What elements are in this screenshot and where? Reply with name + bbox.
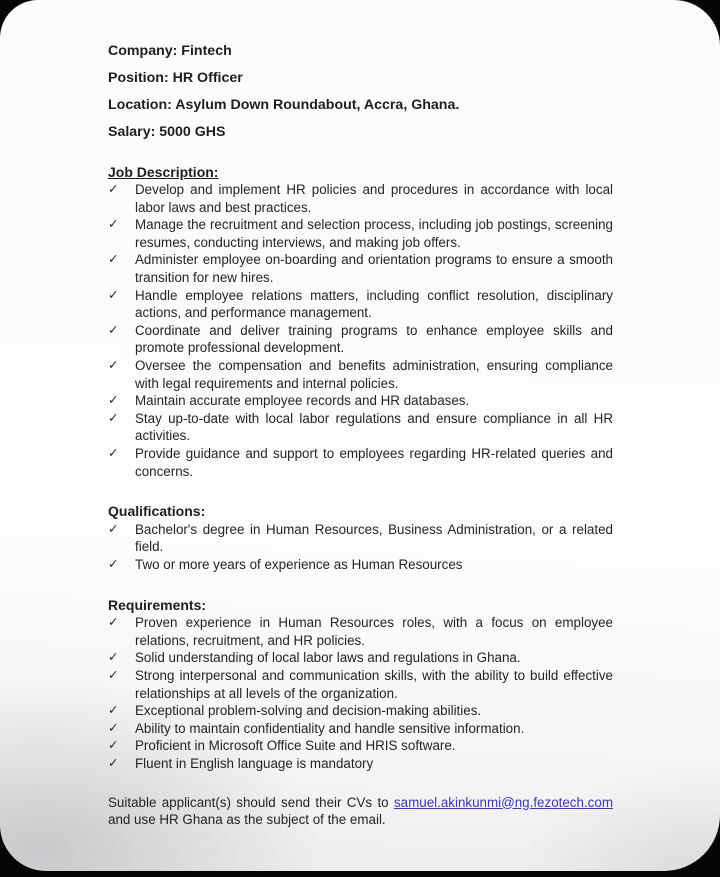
checklist-item (108, 445, 613, 480)
sections-container (108, 164, 613, 773)
checkmark-icon: ✓ (108, 556, 119, 571)
checklist-item (108, 720, 613, 738)
checklist-item (108, 649, 613, 667)
checkmark-icon: ✓ (108, 446, 119, 460)
checklist-item (108, 667, 613, 702)
checkmark-icon: ✓ (108, 252, 119, 267)
item-text: Ability to maintain confidentiality and handle sensitive information. (135, 720, 525, 736)
item-text: Manage the recruitment and selection process, including job postings, screening resumes, conducting interviews, and making job offers. (135, 217, 613, 250)
checkmark-icon: ✓ (108, 358, 119, 373)
email-link[interactable]: samuel.akinkunmi@ng.fezotech.com (393, 794, 613, 810)
item-text: Stay up-to-date with local labor regulations and ensure compliance in all HR activities. (135, 410, 613, 444)
checklist-item (108, 216, 613, 251)
checkmark-icon: ✓ (108, 615, 119, 630)
item-text: Provide guidance and support to employees regarding HR-related queries and concerns. (135, 446, 613, 479)
checkmark-icon: ✓ (108, 738, 119, 753)
header-field-position: Position: HR Officer (108, 70, 243, 86)
checklist-item (108, 392, 613, 410)
checkmark-icon: ✓ (108, 755, 119, 770)
section-qualifications (108, 503, 613, 573)
section-job-description (108, 164, 613, 481)
application-instructions (108, 794, 613, 829)
checkmark-icon: ✓ (108, 287, 119, 302)
item-text: Two or more years of experience as Human Resources (135, 556, 463, 572)
checkmark-icon: ✓ (108, 521, 119, 536)
item-text: Proven experience in Human Resources roles, with a focus on employee relations, recruitment, and HR policies. (135, 615, 613, 648)
item-text: Strong interpersonal and communication skills, with the ability to build effective relationships at all levels of the organization. (135, 667, 613, 701)
footer-text-after: and use HR Ghana as the subject of the email. (108, 812, 386, 828)
item-text: Handle employee relations matters, including conflict resolution, disciplinary actions, and performance management. (135, 287, 613, 321)
header-field-salary: Salary: 5000 GHS (108, 124, 226, 140)
item-text: Exceptional problem-solving and decision-making abilities. (135, 703, 482, 719)
checkmark-icon: ✓ (108, 720, 119, 735)
item-text: Fluent in English language is mandatory (135, 755, 374, 771)
checkmark-icon: ✓ (108, 667, 119, 682)
item-text: Develop and implement HR policies and procedures in accordance with local labor laws and best practices. (135, 182, 613, 215)
checklist-item (108, 755, 613, 773)
header-field-company: Company: Fintech (108, 43, 232, 59)
checklist-item (108, 181, 613, 216)
checklist-item (108, 357, 613, 392)
item-text: Proficient in Microsoft Office Suite and HRIS software. (135, 738, 456, 754)
document-content (108, 44, 613, 829)
item-text: Solid understanding of local labor laws and regulations in Ghana. (135, 650, 521, 666)
item-text: Maintain accurate employee records and HR databases. (135, 393, 470, 409)
section-title-requirements: Requirements: (108, 596, 207, 613)
checkmark-icon: ✓ (108, 393, 119, 408)
item-text: Bachelor's degree in Human Resources, Business Administration, or a related field. (135, 521, 613, 555)
checkmark-icon: ✓ (108, 322, 119, 337)
checklist-item (108, 737, 613, 755)
checklist-item (108, 287, 613, 322)
section-title-qualifications: Qualifications: (108, 503, 206, 520)
checklist-item (108, 322, 613, 357)
checklist-item (108, 521, 613, 556)
job-header (108, 44, 613, 141)
checklist-item (108, 556, 613, 574)
header-field-location: Location: Asylum Down Roundabout, Accra, Ghana. (108, 97, 460, 113)
checkmark-icon: ✓ (108, 703, 119, 718)
section-requirements (108, 597, 613, 773)
checkmark-icon: ✓ (108, 410, 119, 425)
checkmark-icon: ✓ (108, 650, 119, 665)
item-text: Administer employee on-boarding and orientation programs to ensure a smooth transition for new hires. (135, 252, 613, 286)
item-text: Coordinate and deliver training programs to enhance employee skills and promote professional development. (135, 322, 613, 356)
section-title-job-description: Job Description: (108, 163, 219, 180)
checkmark-icon: ✓ (108, 182, 119, 197)
checklist-item (108, 251, 613, 286)
item-text: Oversee the compensation and benefits administration, ensuring compliance with legal requirements and internal policies. (135, 358, 613, 391)
checklist-item (108, 614, 613, 649)
checklist-item (108, 702, 613, 720)
footer-text-before: Suitable applicant(s) should send their CVs to (108, 794, 389, 810)
checklist-item (108, 410, 613, 445)
checkmark-icon: ✓ (108, 217, 119, 232)
